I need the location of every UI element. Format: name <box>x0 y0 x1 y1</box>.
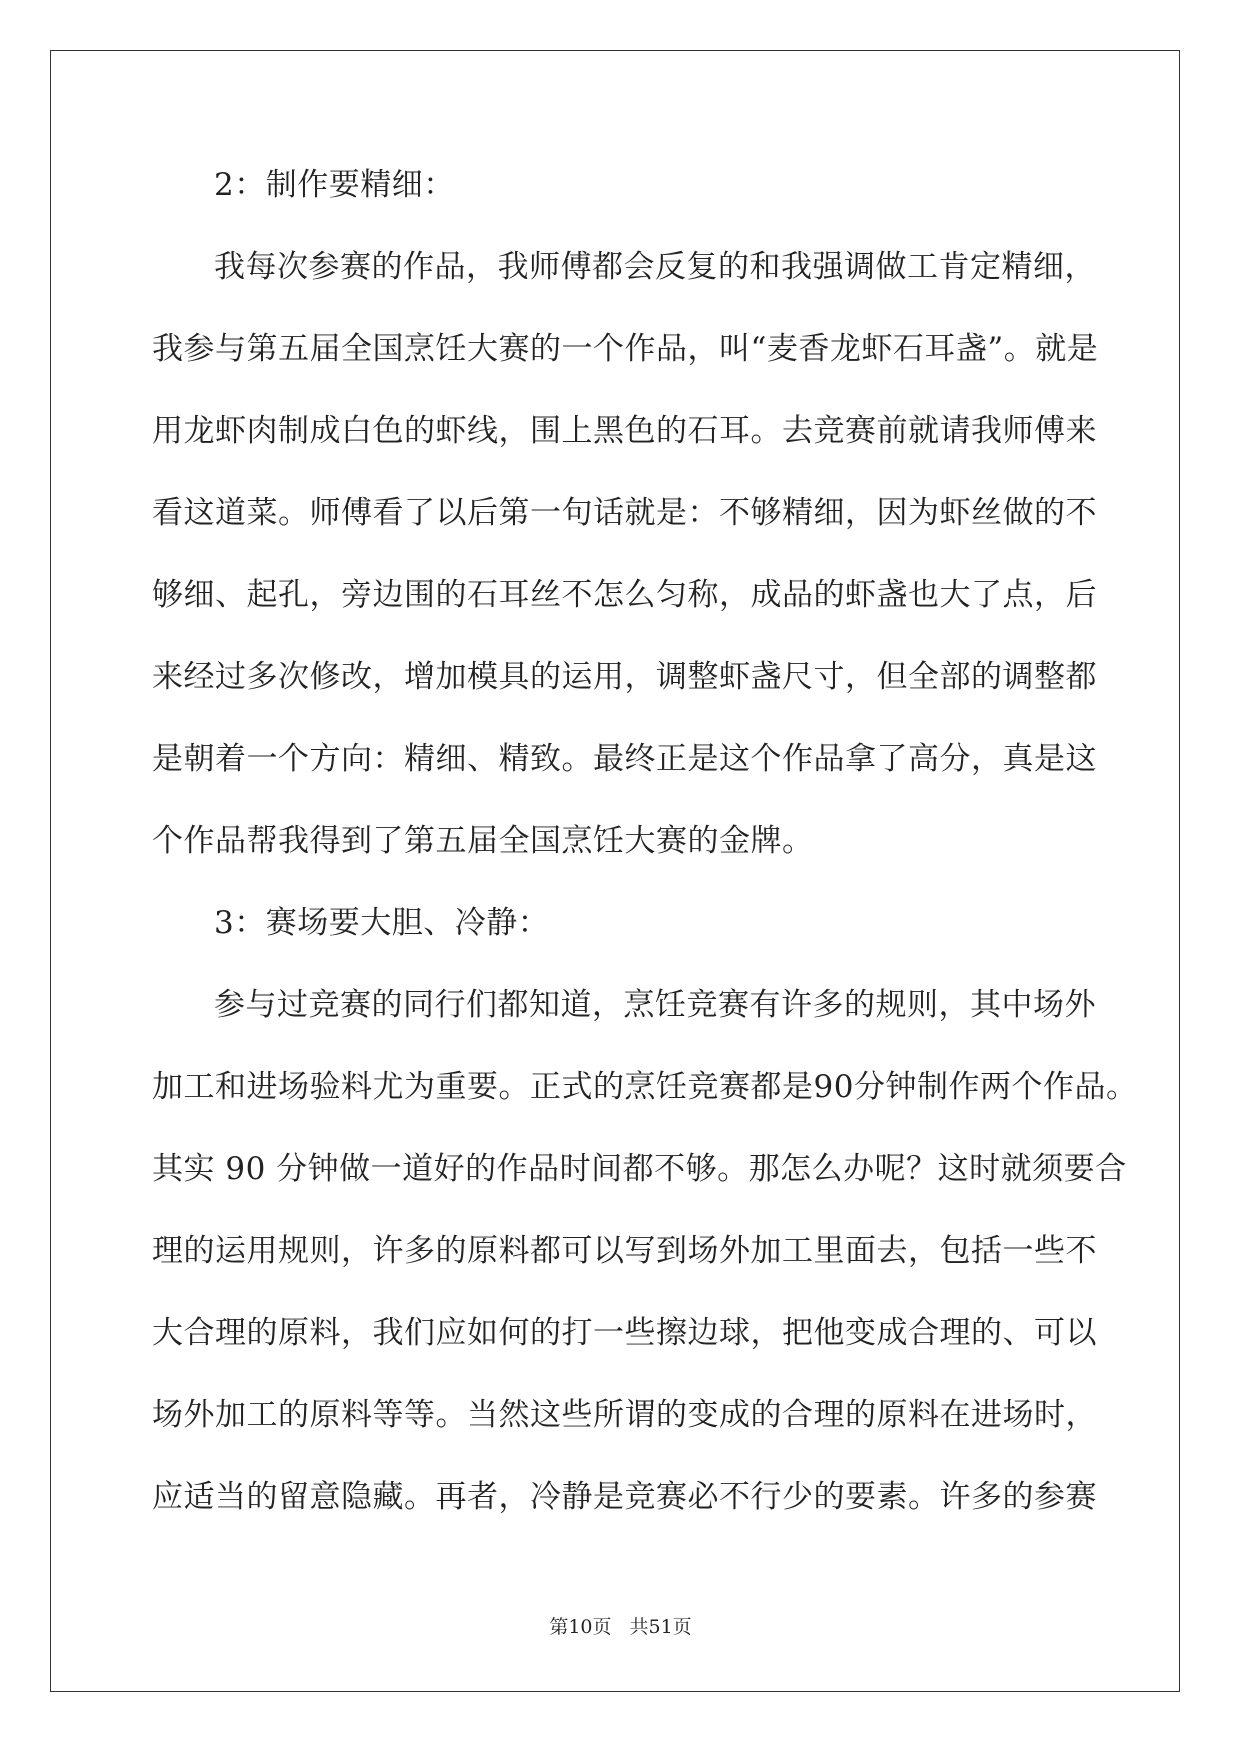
paragraph-line: 大合理的原料，我们应如何的打一些擦边球，把他变成合理的、可以 <box>152 1315 1097 1351</box>
paragraph-line: 个作品帮我得到了第五届全国烹饪大赛的金牌。 <box>152 823 814 859</box>
page-footer <box>0 1612 1241 1639</box>
paragraph-line: 2：制作要精细： <box>214 167 455 203</box>
page-number-total: 共51页 <box>629 1616 692 1638</box>
paragraph-line: 用龙虾肉制成白色的虾线，围上黑色的石耳。去竞赛前就请我师傅来 <box>152 413 1097 449</box>
paragraph-line: 是朝着一个方向：精细、精致。最终正是这个作品拿了高分，真是这 <box>152 741 1097 777</box>
paragraph-line: 来经过多次修改，增加模具的运用，调整虾盏尺寸，但全部的调整都 <box>152 659 1097 695</box>
paragraph-line: 3：赛场要大胆、冷静： <box>214 905 550 941</box>
paragraph-line: 理的运用规则，许多的原料都可以写到场外加工里面去，包括一些不 <box>152 1233 1097 1269</box>
paragraph-line: 参与过竞赛的同行们都知道，烹饪竞赛有许多的规则，其中场外 <box>214 987 1096 1023</box>
paragraph-line: 看这道菜。师傅看了以后第一句话就是：不够精细，因为虾丝做的不 <box>152 495 1097 531</box>
paragraph-line: 我每次参赛的作品，我师傅都会反复的和我强调做工肯定精细， <box>214 249 1096 285</box>
paragraph-line: 加工和进场验料尤为重要。正式的烹饪竞赛都是90分钟制作两个作品。 <box>152 1069 1138 1105</box>
paragraph-line: 应适当的留意隐藏。再者，冷静是竞赛必不行少的要素。许多的参赛 <box>152 1479 1097 1515</box>
paragraph-line: 我参与第五届全国烹饪大赛的一个作品，叫“麦香龙虾石耳盏”。就是 <box>152 331 1099 367</box>
paragraph-line: 场外加工的原料等等。当然这些所谓的变成的合理的原料在进场时， <box>152 1397 1097 1433</box>
paragraph-line: 其实 90 分钟做一道好的作品时间都不够。那怎么办呢？这时就须要合 <box>152 1151 1127 1187</box>
document-body <box>152 160 1138 1554</box>
paragraph-line: 够细、起孔，旁边围的石耳丝不怎么匀称，成品的虾盏也大了点，后 <box>152 577 1097 613</box>
page-number-current: 第10页 <box>549 1616 612 1638</box>
